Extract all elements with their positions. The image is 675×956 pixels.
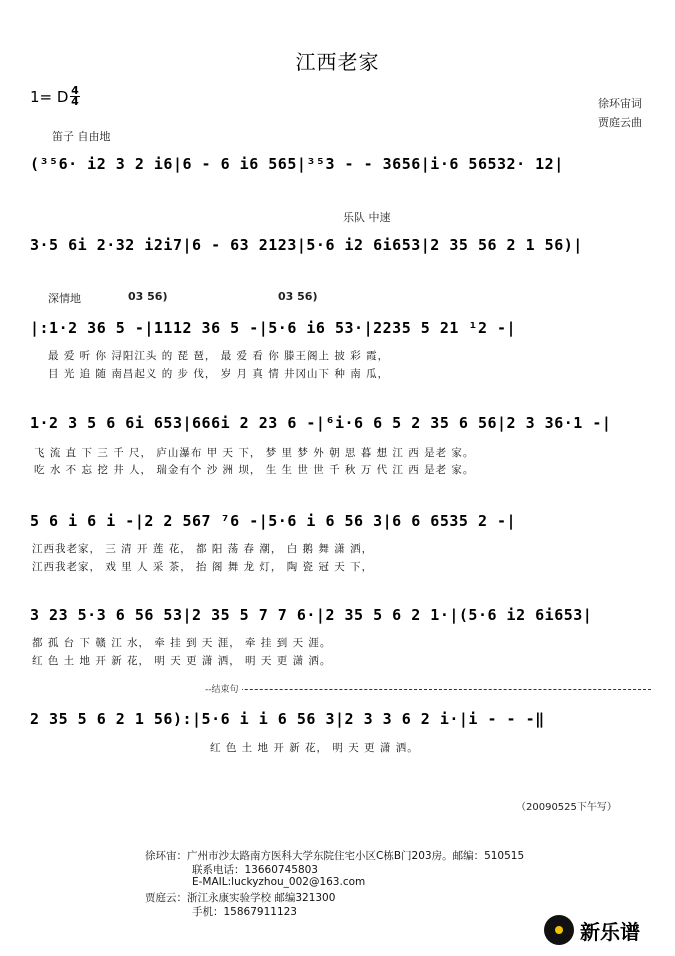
interlude-1: 03 56) xyxy=(128,290,168,303)
lyric-line: 江西我老家， 三 清 开 莲 花， 都 阳 荡 春 潮， 白 鹅 舞 潇 洒， xyxy=(32,543,374,555)
lyric-line: 红 色 土 地 开 新 花， 明 天 更 潇 洒。 xyxy=(210,742,419,754)
lyric-line: 江西我老家， 戏 里 人 采 茶， 抬 阁 舞 龙 灯， 陶 瓷 冠 天 下， xyxy=(32,561,374,573)
band-annotation: 乐队 中速 xyxy=(343,211,391,224)
page-title: 江西老家 xyxy=(295,50,380,74)
meter-top: 4 xyxy=(71,84,79,97)
site-logo[interactable] xyxy=(544,912,640,948)
composer-credit: 贾庭云曲 xyxy=(598,116,642,129)
key-signature: 1= D xyxy=(30,88,69,106)
footer-mobile: 手机：15867911123 xyxy=(192,906,297,918)
ending-divider xyxy=(205,689,651,690)
lyric-line: 飞 流 直 下 三 千 尺， 庐山瀑布 甲 天 下， 梦 里 梦 外 朝 思 暮 想 江 西 是老 家。 xyxy=(34,447,475,459)
staff-line-6: 3 23 5·3 6 56 53|2 35 5 7 7 6·|2 35 5 6 2 1·|(5·6 i2 6i653| xyxy=(30,606,593,624)
staff-line-1: (³⁵6· i2 3 2 i6|6 - 6 i6 565|³⁵3 - - 3656|i·6 56532· 12| xyxy=(30,155,564,173)
vinyl-disc-icon xyxy=(544,915,574,945)
staff-line-5: 5 6 i 6 i -|2 2 567 ⁷6 -|5·6 i 6 56 3|6 6 6535 2 -| xyxy=(30,512,517,530)
footer-email: E-MAIL:luckyzhou_002@163.com xyxy=(192,876,366,888)
lyric-line: 目 光 追 随 南昌起义 的 步 伐， 岁 月 真 情 井冈山下 种 南 瓜， xyxy=(48,368,390,380)
lyric-line: 最 爱 听 你 浔阳江头 的 琵 琶， 最 爱 看 你 滕王阁上 披 彩 霞， xyxy=(48,350,390,362)
meter-bottom: 4 xyxy=(71,95,79,108)
interlude-2: 03 56) xyxy=(278,290,318,303)
lyricist-credit: 徐环宙词 xyxy=(598,97,642,110)
footer-composer-address: 贾庭云：浙江永康实验学校 邮编321300 xyxy=(145,892,336,904)
mood-annotation: 深情地 xyxy=(48,292,81,305)
staff-line-3: |:1·2 36 5 -|1112 36 5 -|5·6 i6 53·|2235 5 21 ¹2 -| xyxy=(30,319,517,337)
staff-line-7: 2 35 5 6 2 1 56):|5·6 i i 6 56 3|2 3 3 6 2 i·|i - - -‖ xyxy=(30,710,545,728)
time-signature xyxy=(70,86,80,107)
staff-line-2: 3·5 6i 2·32 i2i7|6 - 63 2123|5·6 i2 6i653|2 35 56 2 1 56)| xyxy=(30,236,583,254)
footer-address: 徐环宙：广州市沙太路南方医科大学东院住宅小区C栋B门203房。邮编：510515 xyxy=(145,850,525,862)
ending-label: --结束句 xyxy=(205,682,242,695)
footer-phone: 联系电话：13660745803 xyxy=(192,864,318,876)
logo-text: 新乐谱 xyxy=(580,919,640,944)
lyric-line: 都 孤 台 下 赣 江 水， 牵 挂 到 天 涯， 牵 挂 到 天 涯。 xyxy=(32,637,332,649)
written-date: （20090525下午写） xyxy=(516,802,617,813)
lyric-line: 红 色 土 地 开 新 花， 明 天 更 潇 洒， 明 天 更 潇 洒。 xyxy=(32,655,332,667)
lyric-line: 吃 水 不 忘 挖 井 人， 瑞金有个 沙 洲 坝， 生 生 世 世 千 秋 万 代 江 西 是老 家。 xyxy=(34,464,475,476)
intro-annotation: 笛子 自由地 xyxy=(52,130,111,143)
staff-line-4: 1·2 3 5 6 6i 653|666i 2 23 6 -|⁶i·6 6 5 2 35 6 56|2 3 36·1 -| xyxy=(30,414,612,432)
